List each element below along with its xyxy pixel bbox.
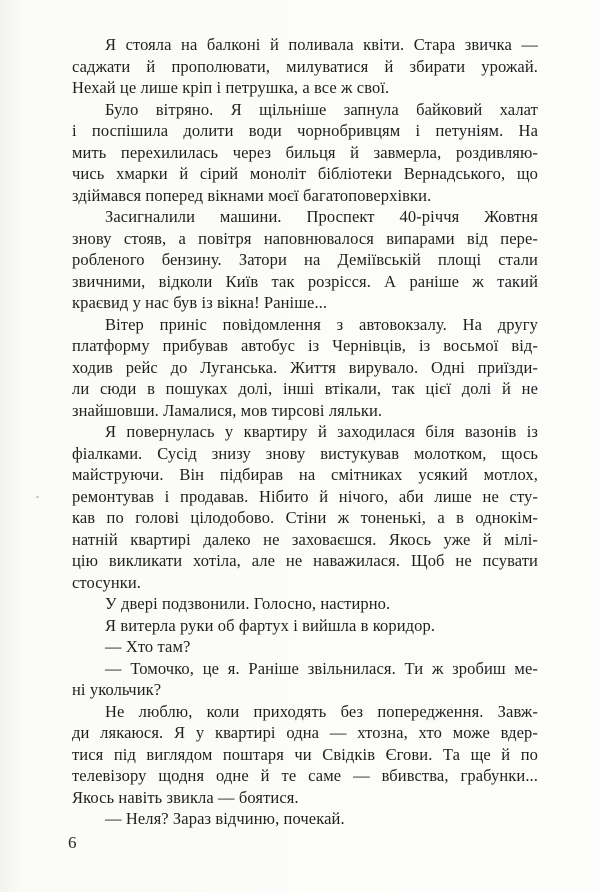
text-line: Не люблю, коли приходять без попередження. Завж- — [105, 701, 538, 721]
text-line: Якось навіть звикла — боятися. — [72, 787, 299, 807]
text-line: натній квартирі далеко не заховаєшся. Якось уже й мілі- — [72, 529, 538, 549]
text-line: цію викликати хотіла, але не наважилася. Щоб не псувати — [72, 551, 538, 570]
text-line: ли сюди в пошуках долі, інші втікали, так цієї долі й не — [72, 379, 538, 398]
text-line: Я стояла на балконі й поливала квіти. Стара звичка — — [105, 35, 538, 54]
text-line: — Неля? Зараз відчиню, почекай. — [105, 809, 345, 828]
text-line: ходив рейс до Луганська. Життя вирувало. Одні приїзди- — [72, 357, 538, 377]
text-line: платформу прибував автобус із Чернівців, із восьмої від- — [72, 336, 538, 355]
paragraph — [72, 34, 538, 99]
scan-speck — [36, 496, 39, 498]
text-line: Було вітряно. Я щільніше запнула байковий халат — [105, 99, 538, 119]
text-line: мить перехилилась через бильця й завмерла, роздивляю- — [72, 142, 538, 162]
text-line: краєвид у нас був із вікна! Раніше... — [72, 293, 328, 312]
paragraph — [72, 99, 538, 207]
text-line: саджати й прополювати, милуватися й збирати урожай. — [72, 56, 538, 76]
text-line: ремонтував і продавав. Нібито й нічого, аби лише не сту- — [72, 486, 538, 506]
text-line: ні укольчик? — [72, 680, 162, 699]
text-line: Вітер приніс повідомлення з автовокзалу. На другу — [105, 314, 538, 334]
paragraph — [72, 593, 538, 615]
paragraph — [72, 701, 538, 809]
paragraph — [72, 808, 538, 830]
text-line: тися під виглядом поштаря чи Свідків Єгови. Та ще й по — [72, 744, 538, 764]
text-line: Я повернулась у квартиру й заходилася біля вазонів із — [105, 422, 538, 441]
paragraph — [72, 421, 538, 593]
paragraph — [72, 314, 538, 422]
text-line: ди лякаюся. Я у квартирі одна — хтозна, хто може вдер- — [72, 723, 538, 742]
text-line: Нехай це лише кріп і петрушка, а все ж свої. — [72, 78, 390, 97]
text-line: Засигналили машини. Проспект 40-річчя Жовтня — [105, 207, 538, 226]
text-line: Я витерла руки об фартух і вийшла в коридор. — [105, 615, 436, 635]
text-line: кав по голові цілодобово. Стіни ж тоненькі, а в однокім- — [72, 508, 538, 527]
text-line: знову стояв, а повітря наповнювалося випарами від пере- — [72, 228, 538, 248]
text-line: — Хто там? — [105, 637, 191, 656]
paragraph — [72, 615, 538, 637]
paragraph — [72, 658, 538, 701]
text-line: чись хмарки й сірий моноліт бібліотеки Вернадського, що — [72, 164, 538, 183]
text-line: телевізору щодня одне й те саме — вбивства, грабунки... — [72, 766, 538, 785]
text-line: робленого бензину. Затори на Деміївській площі стали — [72, 250, 538, 269]
page-text — [72, 34, 538, 830]
paragraph — [72, 636, 538, 658]
text-line: фіалками. Сусід знизу знову вистукував молотком, щось — [72, 443, 538, 463]
text-line: стосунки. — [72, 572, 142, 592]
paragraph — [72, 206, 538, 314]
text-line: звичними, відколи Київ так розрісся. А раніше ж такий — [72, 271, 538, 291]
text-line: знайшовши. Ламалися, мов тирсові ляльки. — [72, 400, 383, 420]
text-line: майструючи. Він підбирав на смітниках усякий мотлох, — [72, 465, 538, 484]
text-line: — Томочко, це я. Раніше звільнилася. Ти ж зробиш ме- — [105, 658, 538, 678]
page-number: 6 — [68, 833, 77, 852]
text-line: здіймався поперед вікнами моєї багатоповерхівки. — [72, 185, 432, 205]
text-line: і поспішила долити води чорнобривцям і петуніям. На — [72, 121, 538, 140]
text-line: У двері подзвонили. Голосно, настирно. — [105, 594, 391, 613]
